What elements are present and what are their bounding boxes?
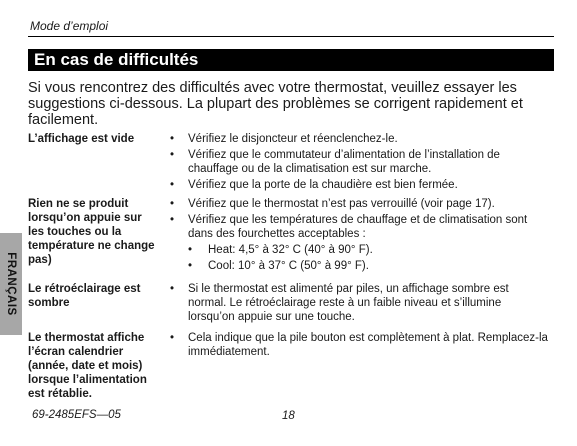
remedy-text: Vérifiez que le thermostat n’est pas verrouillé (voir page 17). <box>188 198 495 210</box>
bullet-icon: • <box>170 214 175 226</box>
header-rule <box>28 36 554 37</box>
remedy-item <box>170 331 550 359</box>
problem-label: Le rétroéclairage est sombre <box>28 283 141 309</box>
bullet-icon: • <box>188 244 193 256</box>
bullet-icon: • <box>188 260 193 272</box>
intro-paragraph: Si vous rencontrez des difficultés avec votre thermostat, veuillez essayer les suggestions ci-dessous. La plupart des problèmes se corrigent rapidement et facilement. <box>28 80 523 128</box>
remedy-item <box>170 197 550 211</box>
problem-label: L’affichage est vide <box>28 133 135 145</box>
header-label: Mode d’emploi <box>30 19 109 33</box>
remedy-text: Vérifiez que la porte de la chaudière est bien fermée. <box>188 179 458 191</box>
temperature-range-text: Heat: 4,5° à 32° C (40° à 90° F). <box>208 244 373 256</box>
remedy-item <box>170 213 550 273</box>
remedy-text: Si le thermostat est alimenté par piles, un affichage sombre est normal. Le rétroéclairage reste à un faible niveau et s’illumine lorsqu’on appuie sur une touche. <box>188 283 509 323</box>
remedy-item <box>170 178 550 192</box>
remedy-text: Cela indique que la pile bouton est complètement à plat. Remplacez-la immédiatement. <box>188 332 548 358</box>
section-title: En cas de difficultés <box>34 50 199 69</box>
bullet-icon: • <box>170 198 175 210</box>
bullet-icon: • <box>170 332 175 344</box>
remedy-list <box>170 197 550 275</box>
remedy-item <box>170 282 550 324</box>
temperature-range-item <box>188 259 550 273</box>
remedy-list <box>170 132 550 194</box>
bullet-icon: • <box>170 179 175 191</box>
problem-label: Le thermostat affiche l’écran calendrier (année, date et mois) lorsque l’alimentation est rétablie. <box>28 332 147 400</box>
temperature-range-list <box>188 243 550 273</box>
language-side-tab <box>0 233 22 335</box>
language-side-tab-label: FRANÇAIS <box>5 252 17 316</box>
temperature-range-text: Cool: 10° à 37° C (50° à 99° F). <box>208 260 369 272</box>
remedy-list <box>170 282 550 326</box>
bullet-icon: • <box>170 149 175 161</box>
remedy-item <box>170 148 550 176</box>
temperature-range-item <box>188 243 550 257</box>
page-number: 18 <box>282 410 295 422</box>
remedy-text: Vérifiez le disjoncteur et réenclenchez-le. <box>188 133 398 145</box>
remedy-text: Vérifiez que le commutateur d’alimentation de l’installation de chauffage ou de la climatisation est sur marche. <box>188 149 500 175</box>
bullet-icon: • <box>170 283 175 295</box>
remedy-text: Vérifiez que les températures de chauffage et de climatisation sont dans des fourchettes acceptables : <box>188 214 528 240</box>
problem-label: Rien ne se produit lorsqu’on appuie sur les touches ou la température ne change pas) <box>28 198 155 266</box>
remedy-item <box>170 132 550 146</box>
bullet-icon: • <box>170 133 175 145</box>
document-number: 69-2485EFS—05 <box>32 409 121 421</box>
section-banner <box>28 49 554 71</box>
remedy-list <box>170 331 550 361</box>
